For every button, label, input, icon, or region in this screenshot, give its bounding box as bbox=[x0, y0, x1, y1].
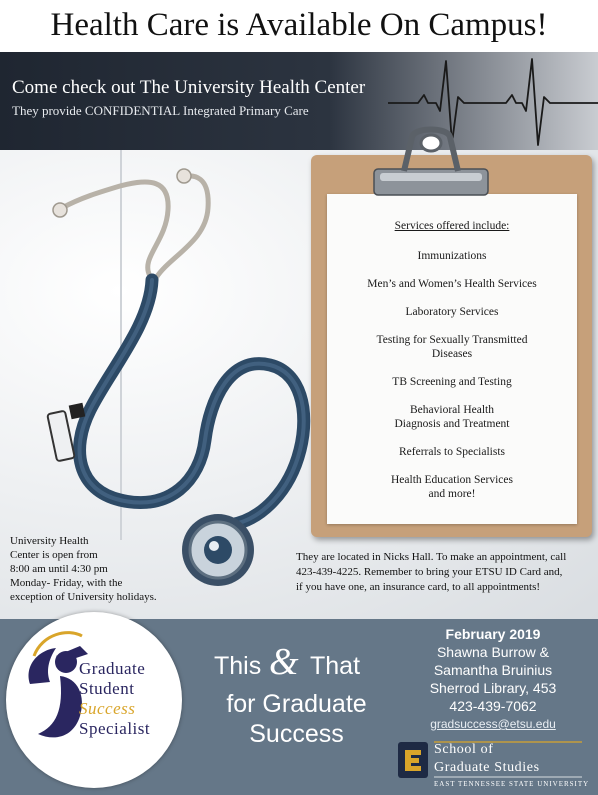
page-title: Health Care is Available On Campus! bbox=[50, 7, 548, 43]
contact-email-link[interactable]: gradsuccess@etsu.edu bbox=[430, 717, 556, 731]
gss-line-specialist: Specialist bbox=[79, 719, 151, 738]
banner-heading: Come check out The University Health Center bbox=[12, 77, 366, 98]
location-info bbox=[296, 550, 594, 595]
school-logo-subtitle: EAST TENNESSEE STATE UNIVERSITY bbox=[434, 780, 590, 788]
tagline-that: That bbox=[310, 652, 361, 680]
location-line: if you have one, an insurance card, to all appointments! bbox=[296, 581, 541, 593]
service-item: Immunizations bbox=[417, 250, 487, 262]
hours-line: Monday- Friday, with the bbox=[10, 577, 123, 589]
service-item: Testing for Sexually Transmitted bbox=[376, 334, 528, 346]
tagline-rest: for Graduate Success bbox=[226, 690, 367, 748]
location-line: They are located in Nicks Hall. To make an appointment, call bbox=[296, 551, 567, 563]
service-item: Behavioral Health bbox=[410, 404, 494, 416]
service-item: Men’s and Women’s Health Services bbox=[367, 278, 537, 290]
service-item: Diseases bbox=[431, 348, 473, 360]
location-line: 423-439-4225. Remember to bring your ETSU ID Card and, bbox=[296, 566, 563, 578]
clinic-hours bbox=[10, 534, 185, 604]
service-item: TB Screening and Testing bbox=[392, 376, 512, 388]
service-item: Health Education Services bbox=[391, 474, 513, 486]
contact-name-2: Samantha Bruinius bbox=[433, 662, 553, 678]
contact-name-1: Shawna Burrow & bbox=[436, 644, 550, 660]
services-heading: Services offered include: bbox=[394, 220, 510, 232]
hours-line: Center is open from bbox=[10, 549, 98, 561]
school-logo-line-1: School of bbox=[434, 742, 494, 757]
gss-line-graduate: Graduate bbox=[79, 659, 146, 678]
contact-phone: 423-439-7062 bbox=[449, 698, 537, 714]
tagline-this: This bbox=[214, 652, 262, 680]
hours-line: University Health bbox=[10, 535, 89, 547]
hours-line: 8:00 am until 4:30 pm bbox=[10, 563, 108, 575]
gss-line-success: Success bbox=[79, 699, 136, 718]
tagline-ampersand: & bbox=[269, 641, 299, 683]
contact-location: Sherrod Library, 453 bbox=[429, 680, 557, 696]
service-item: Laboratory Services bbox=[405, 306, 499, 318]
clipboard-clip-icon bbox=[372, 117, 490, 199]
contact-date: February 2019 bbox=[445, 626, 541, 642]
hours-line: exception of University holidays. bbox=[10, 591, 157, 603]
gss-line-student: Student bbox=[79, 679, 135, 698]
service-item: and more! bbox=[428, 488, 476, 500]
service-item: Diagnosis and Treatment bbox=[394, 418, 510, 430]
service-item: Referrals to Specialists bbox=[398, 446, 506, 458]
banner-subheading: They provide CONFIDENTIAL Integrated Primary Care bbox=[12, 103, 309, 118]
school-logo-line-2: Graduate Studies bbox=[434, 760, 540, 775]
